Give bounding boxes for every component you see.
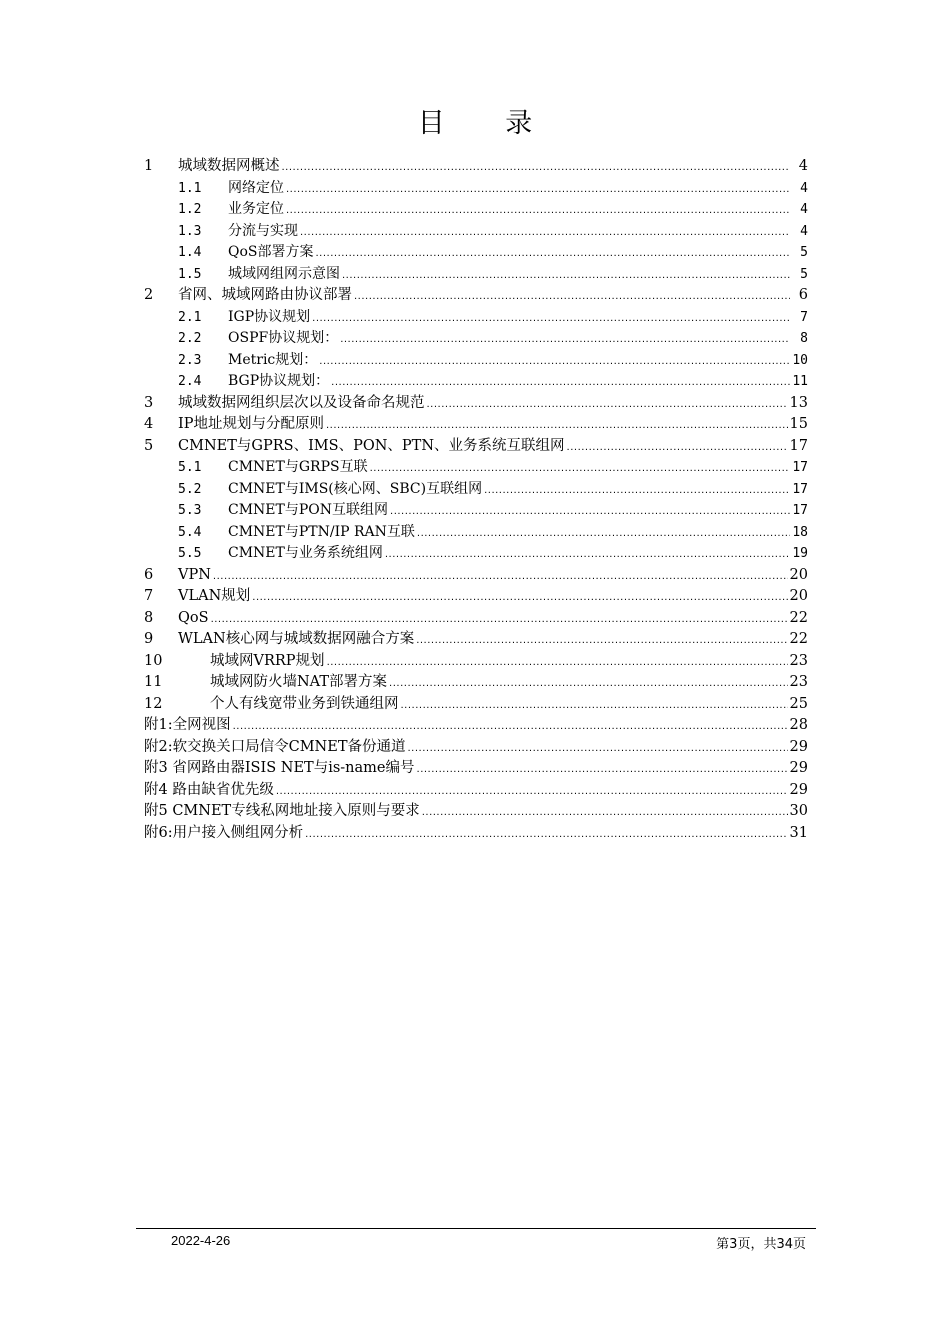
toc-entry-page: 13 (789, 394, 808, 411)
toc-dot-leader (276, 781, 788, 803)
toc-entry-number: 11 (144, 674, 163, 690)
toc-entry-title[interactable]: 附3 省网路由器ISIS NET与is-name编号 (144, 760, 415, 776)
toc-entry-number: 5.2 (178, 481, 202, 497)
toc-dot-leader (252, 587, 787, 609)
toc-entry-page: 17 (789, 437, 808, 454)
toc-entry-page: 17 (792, 503, 808, 518)
toc-entry-title[interactable]: 城域网组网示意图 (228, 265, 340, 282)
toc-dot-leader (354, 286, 790, 308)
toc-entry-page: 5 (800, 245, 808, 260)
toc-entry-title[interactable]: 附1:全网视图 (144, 717, 231, 733)
toc-entry-title[interactable]: 城域网防火墙NAT部署方案 (210, 674, 388, 690)
toc-entry-page: 29 (789, 781, 808, 798)
toc-dot-leader (417, 759, 788, 781)
table-of-contents (144, 156, 808, 844)
toc-entry-title[interactable]: WLAN核心网与城域数据网融合方案 (178, 631, 415, 647)
toc-dot-leader (340, 329, 790, 351)
toc-entry-number: 8 (144, 609, 154, 626)
toc-dot-leader (567, 437, 788, 459)
toc-entry-number: 2.1 (178, 309, 202, 325)
toc-dot-leader (484, 480, 790, 502)
toc-dot-leader (427, 394, 788, 416)
toc-entry-number: 1.4 (178, 245, 202, 260)
toc-entry-title[interactable]: IGP协议规划 (228, 308, 311, 325)
toc-dot-leader (305, 824, 787, 846)
toc-entry-number: 3 (144, 394, 154, 411)
toc-entry[interactable] (144, 393, 808, 415)
toc-dot-leader (286, 179, 790, 201)
toc-entry-title[interactable]: 个人有线宽带业务到铁通组网 (210, 695, 399, 712)
footer-date: 2022-4-26 (171, 1233, 231, 1248)
toc-entry[interactable] (144, 436, 808, 458)
toc-entry[interactable] (144, 758, 808, 780)
toc-entry-page: 25 (789, 695, 808, 712)
toc-dot-leader (389, 673, 788, 695)
toc-entry[interactable] (144, 672, 808, 694)
toc-entry-title[interactable]: 城域网VRRP规划 (210, 652, 325, 669)
toc-entry-number: 1.1 (178, 180, 202, 196)
toc-entry[interactable] (144, 629, 808, 651)
toc-dot-leader (385, 544, 790, 566)
toc-entry-title[interactable]: 附6:用户接入侧组网分析 (144, 824, 304, 841)
page-title: 目 录 (417, 108, 559, 139)
toc-entry-number: 5.5 (178, 546, 202, 561)
toc-entry-page: 22 (789, 631, 808, 647)
toc-entry-number: 1.5 (178, 266, 202, 282)
toc-entry-number: 10 (144, 652, 163, 669)
toc-dot-leader (286, 200, 790, 222)
toc-entry-number: 1.2 (178, 202, 202, 217)
toc-dot-leader (422, 802, 788, 824)
toc-entry[interactable] (144, 586, 808, 608)
toc-entry-page: 10 (792, 352, 808, 368)
toc-entry[interactable] (144, 199, 808, 221)
toc-dot-leader (319, 351, 790, 373)
toc-entry-title[interactable]: QoS部署方案 (228, 244, 314, 260)
toc-dot-leader (390, 501, 790, 523)
toc-entry[interactable] (144, 694, 808, 716)
toc-entry-number: 9 (144, 631, 154, 647)
toc-entry-page: 19 (792, 546, 808, 561)
toc-entry-page: 20 (789, 566, 808, 583)
toc-entry[interactable] (144, 522, 808, 544)
toc-dot-leader (282, 157, 791, 179)
toc-entry[interactable] (144, 285, 808, 307)
toc-entry[interactable] (144, 737, 808, 759)
footer-page-info: 第3页，共34页 (716, 1237, 806, 1252)
toc-entry-title[interactable]: 附4 路由缺省优先级 (144, 781, 274, 798)
toc-entry[interactable] (144, 823, 808, 845)
toc-entry[interactable] (144, 500, 808, 522)
toc-entry-title[interactable]: VLAN规划 (178, 588, 251, 604)
toc-dot-leader (416, 630, 787, 652)
toc-entry-page: 29 (789, 738, 808, 755)
toc-entry-number: 5 (144, 437, 154, 454)
toc-entry-number: 5.4 (178, 524, 202, 540)
toc-entry-page: 4 (798, 158, 808, 174)
toc-entry-title[interactable]: 网络定位 (228, 179, 284, 196)
toc-entry[interactable] (144, 457, 808, 479)
toc-dot-leader (300, 222, 790, 244)
toc-entry-number: 1.3 (178, 223, 202, 239)
toc-entry-number: 4 (144, 416, 154, 432)
toc-entry-title[interactable]: 附5 CMNET专线私网地址接入原则与要求 (144, 803, 420, 819)
toc-entry-page: 28 (789, 717, 808, 733)
toc-dot-leader (211, 609, 788, 631)
toc-entry-page: 17 (792, 481, 808, 497)
toc-entry-page: 15 (789, 416, 808, 432)
toc-dot-leader (331, 372, 790, 394)
toc-entry-page: 11 (792, 374, 808, 389)
toc-entry-title[interactable]: Metric规划： (228, 351, 318, 368)
toc-entry[interactable] (144, 715, 808, 737)
toc-entry-page: 8 (800, 331, 808, 346)
toc-entry-page: 4 (800, 202, 808, 217)
toc-entry[interactable] (144, 414, 808, 436)
toc-entry-title[interactable]: 业务定位 (228, 201, 284, 217)
toc-entry[interactable] (144, 608, 808, 630)
toc-entry-title[interactable]: OSPF协议规划： (228, 330, 339, 346)
toc-entry-title[interactable]: IP地址规划与分配原则 (178, 416, 324, 432)
toc-entry-page: 6 (798, 287, 808, 303)
toc-entry-title[interactable]: CMNET与PTN/IP RAN互联 (228, 523, 415, 540)
toc-entry-title[interactable]: 城域数据网组织层次以及设备命名规范 (178, 394, 425, 411)
toc-dot-leader (327, 652, 788, 674)
toc-dot-leader (213, 566, 788, 588)
toc-entry-page: 17 (792, 460, 808, 475)
toc-entry[interactable] (144, 479, 808, 501)
toc-entry-number: 2 (144, 287, 154, 303)
toc-dot-leader (233, 716, 788, 738)
toc-entry[interactable] (144, 307, 808, 329)
toc-entry[interactable] (144, 543, 808, 565)
toc-entry[interactable] (144, 156, 808, 178)
toc-entry-page: 18 (792, 524, 808, 540)
toc-entry-title[interactable]: CMNET与GPRS、IMS、PON、PTN、业务系统互联组网 (178, 437, 565, 454)
toc-entry-number: 1 (144, 158, 154, 174)
toc-entry-title[interactable]: 分流与实现 (228, 222, 298, 239)
toc-dot-leader (312, 308, 790, 330)
toc-entry-title[interactable]: 附2:软交换关口局信令CMNET备份通道 (144, 738, 406, 755)
toc-entry-page: 30 (789, 803, 808, 819)
toc-dot-leader (401, 695, 788, 717)
toc-dot-leader (326, 415, 788, 437)
toc-entry-page: 23 (789, 652, 808, 669)
toc-entry-number: 2.3 (178, 352, 202, 368)
toc-entry[interactable] (144, 264, 808, 286)
toc-entry-number: 5.3 (178, 503, 202, 518)
toc-entry-page: 23 (789, 674, 808, 690)
toc-entry[interactable] (144, 221, 808, 243)
toc-entry-number: 6 (144, 566, 154, 583)
toc-entry-page: 7 (800, 309, 808, 325)
toc-entry-title[interactable]: VPN (178, 566, 211, 583)
toc-entry-title[interactable]: 省网、城域网路由协议部署 (178, 287, 352, 303)
toc-dot-leader (342, 265, 790, 287)
toc-entry-number: 2.4 (178, 374, 202, 389)
toc-entry-page: 4 (800, 180, 808, 196)
toc-dot-leader (408, 738, 788, 760)
toc-entry[interactable] (144, 371, 808, 393)
toc-entry-title[interactable]: QoS (178, 609, 209, 626)
toc-entry-title[interactable]: 城域数据网概述 (178, 158, 280, 174)
toc-dot-leader (417, 523, 790, 545)
toc-entry-page: 20 (789, 588, 808, 604)
toc-entry[interactable] (144, 651, 808, 673)
toc-entry-title[interactable]: BGP协议规划： (228, 373, 330, 389)
toc-dot-leader (370, 458, 790, 480)
toc-entry[interactable] (144, 801, 808, 823)
toc-entry[interactable] (144, 178, 808, 200)
toc-entry-number: 12 (144, 695, 163, 712)
toc-entry-title[interactable]: CMNET与业务系统组网 (228, 545, 383, 561)
toc-entry[interactable] (144, 565, 808, 587)
toc-entry-page: 29 (789, 760, 808, 776)
footer-divider (136, 1228, 816, 1229)
toc-entry-title[interactable]: CMNET与IMS(核心网、SBC)互联组网 (228, 480, 483, 497)
toc-entry-title[interactable]: CMNET与PON互联组网 (228, 502, 389, 518)
toc-entry[interactable] (144, 350, 808, 372)
toc-entry-page: 5 (800, 266, 808, 282)
toc-dot-leader (316, 243, 791, 265)
toc-entry-number: 2.2 (178, 331, 202, 346)
toc-entry[interactable] (144, 242, 808, 264)
toc-entry-page: 22 (789, 609, 808, 626)
toc-entry-number: 7 (144, 588, 154, 604)
toc-entry[interactable] (144, 780, 808, 802)
toc-entry-title[interactable]: CMNET与GRPS互联 (228, 459, 368, 475)
toc-entry-page: 4 (800, 223, 808, 239)
toc-entry-number: 5.1 (178, 460, 202, 475)
toc-entry-page: 31 (789, 824, 808, 841)
toc-entry[interactable] (144, 328, 808, 350)
